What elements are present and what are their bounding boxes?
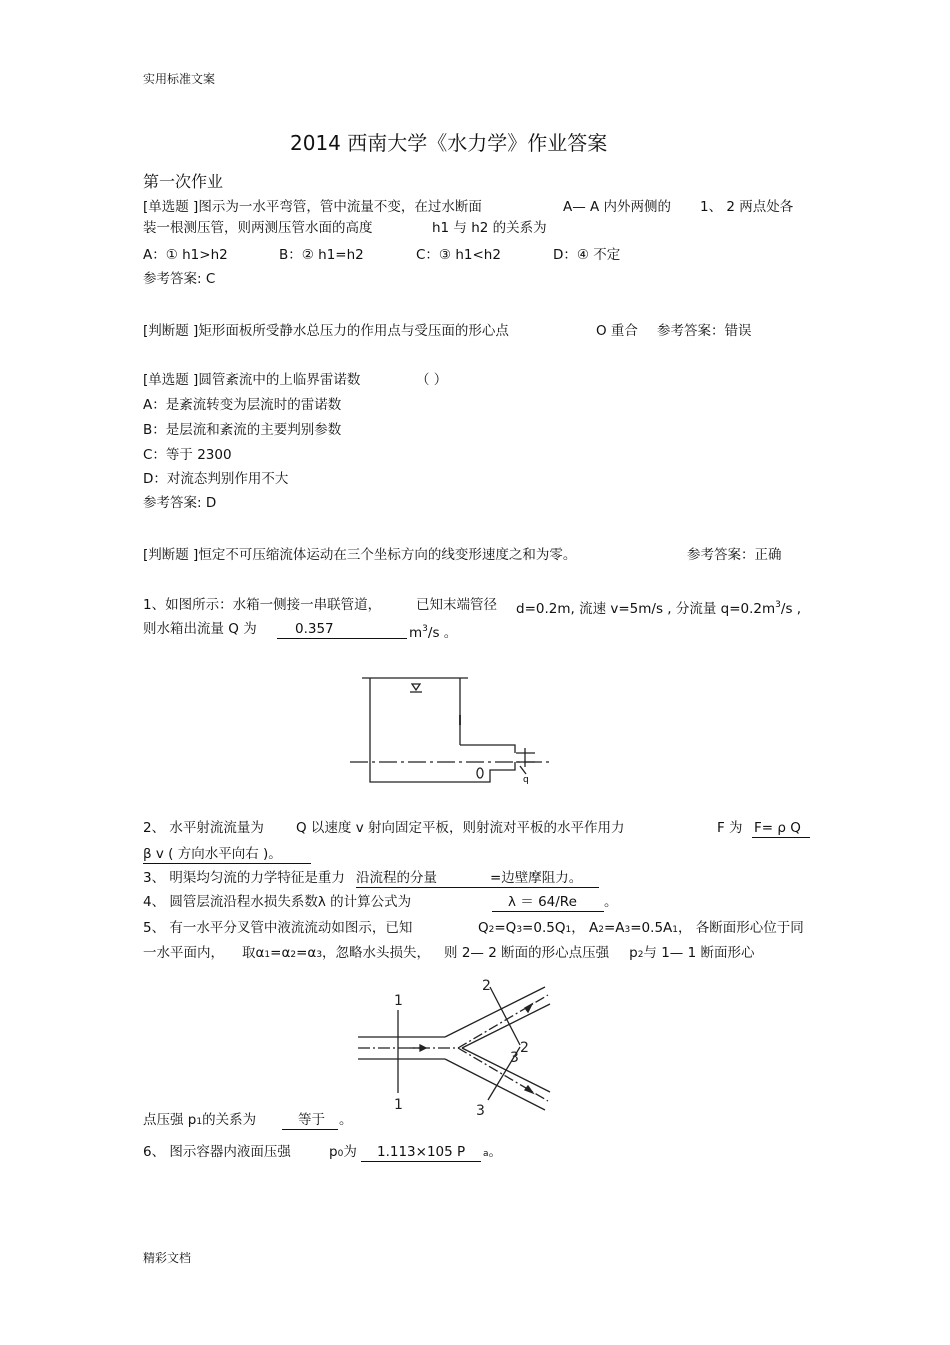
f4-answer: λ ＝ 64/Re (508, 894, 577, 910)
q1-option-d: D：④ 不定 (553, 247, 621, 263)
q-label: q (523, 775, 529, 785)
document-title: 2014 西南大学《水力学》作业答案 (290, 131, 608, 155)
q2-text: [判断题 ]矩形面板所受静水总压力的作用点与受压面的形心点 (143, 323, 509, 339)
q3-option-a: A：是紊流转变为层流时的雷诺数 (143, 397, 342, 413)
f5-text-a: 5、 有一水平分叉管中液流流动如图示，已知 (143, 920, 413, 936)
f2-answer-part1: F= ρ Q (754, 820, 801, 836)
f4-end: 。 (604, 894, 618, 910)
f1-text-c: d=0.2m, 流速 v=5m/s , 分流量 $q=0.2m^3/s$ , (516, 600, 802, 617)
section-3-mid-label: 3 (510, 1050, 519, 1066)
f1-line2: 则水箱出流量 Q 为 (143, 621, 257, 637)
f2-text-c: F 为 (717, 820, 743, 836)
f2-answer-part2: β v ( 方向水平向右 )。 (143, 846, 282, 862)
f5-text-b: Q2=Q3=0.5Q1， A2=A3=0.5A1， 各断面形心位于同 (478, 920, 804, 936)
tank-pipe-figure (340, 670, 560, 790)
f5-end: 。 (339, 1112, 353, 1128)
f1-text-a: 1、如图所示：水箱一侧接一串联管道， (143, 597, 382, 613)
section-2-top-label: 2 (482, 978, 491, 994)
f5-line3: 点压强 p1的关系为 (143, 1112, 257, 1128)
section-3-bottom-label: 3 (476, 1103, 485, 1119)
f6-answer: 1.113×105 P (377, 1144, 466, 1160)
f2-answer-blank1 (752, 819, 810, 838)
section-1-top-label: 1 (394, 993, 403, 1009)
section-heading: 第一次作业 (143, 172, 224, 191)
q1-text-line2-a: 装一根测压管，则两测压管水面的高度 (143, 220, 373, 236)
f1-text-b: 已知末端管径 (416, 597, 497, 613)
q1-text-line1-c: 1、 2 两点处各 (700, 199, 794, 215)
q1-text-line1-a: [单选题 ]图示为一水平弯管，管中流量不变，在过水断面 (143, 199, 482, 215)
f2-text-a: 2、 水平射流流量为 (143, 820, 264, 836)
f6-text-a: 6、 图示容器内液面压强 (143, 1144, 291, 1160)
f4-answer-blank (492, 893, 604, 912)
f6-answer-blank (361, 1143, 481, 1162)
q3-option-d: D：对流态判别作用不大 (143, 471, 289, 487)
f5-answer-blank (282, 1111, 338, 1130)
q3-paren: （ ） (416, 372, 448, 388)
f1-unit: $m^3/s$ 。 (409, 624, 458, 641)
branch-pipe-figure (350, 975, 570, 1120)
q4-text: [判断题 ]恒定不可压缩流体运动在三个坐标方向的线变形速度之和为零。 (143, 547, 577, 563)
q3-option-b: B：是层流和紊流的主要判别参数 (143, 422, 342, 438)
q1-option-c: C：③ h1<h2 (416, 247, 501, 263)
f3-text: 3、 明渠均匀流的力学特征是重力 (143, 870, 345, 886)
q3-option-c: C：等于 2300 (143, 447, 232, 463)
f6-end: a。 (483, 1144, 503, 1160)
f1-answer: 0.357 (295, 621, 334, 637)
f1-answer-blank (277, 620, 407, 639)
f3-answer: 沿流程的分量 (356, 870, 437, 886)
q1-text-line1-b: A— A 内外两侧的 (563, 199, 672, 215)
section-1-bottom-label: 1 (394, 1097, 403, 1113)
f6-text-b: p0为 (329, 1144, 357, 1160)
section-2-mid-label: 2 (520, 1040, 529, 1056)
q1-text-line2-b: h1 与 h2 的关系为 (432, 220, 547, 236)
q2-text-b: O 重合 (596, 323, 638, 339)
f4-text: 4、 圆管层流沿程水损失系数λ 的计算公式为 (143, 894, 412, 910)
q1-option-a: A：① h1>h2 (143, 247, 228, 263)
q1-answer: 参考答案: C (143, 271, 216, 287)
q2-answer: 参考答案：错误 (657, 323, 752, 339)
f5-answer: 等于 (298, 1112, 325, 1128)
page-footer: 精彩文档 (143, 1251, 192, 1265)
f3-answer-b: =边壁摩阻力。 (490, 870, 583, 886)
f5-line2: 一水平面内， 取α1=α2=α3，忽略水头损失， 则 2— 2 断面的形心点压强 p2与 1— 1 断面形心 (143, 945, 755, 961)
f3-answer-blank (356, 869, 599, 888)
q1-option-b: B：② h1=h2 (279, 247, 364, 263)
f2-answer-blank2 (143, 845, 311, 864)
q3-text: [单选题 ]圆管紊流中的上临界雷诺数 (143, 372, 361, 388)
q4-answer: 参考答案：正确 (687, 547, 782, 563)
page-header: 实用标准文案 (143, 72, 216, 86)
f2-text-b: Q 以速度 v 射向固定平板，则射流对平板的水平作用力 (296, 820, 625, 836)
q3-answer: 参考答案: D (143, 495, 217, 511)
